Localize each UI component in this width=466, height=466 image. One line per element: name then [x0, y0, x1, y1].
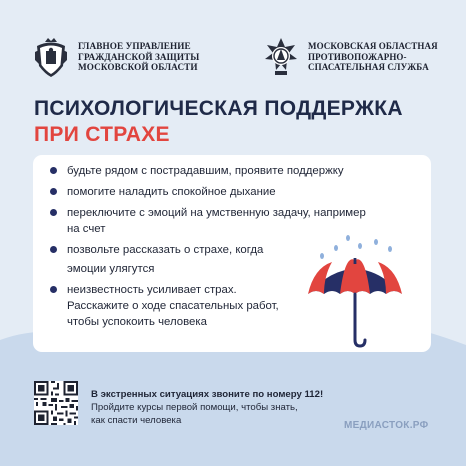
right-org-line1: МОСКОВСКАЯ ОБЛАСТНАЯ: [308, 41, 438, 52]
umbrella-rain-icon: [300, 232, 410, 352]
tip-line: переключите с эмоций на умственную задачу, например: [67, 207, 366, 219]
tip-line: чтобы успокоить человека: [67, 316, 207, 328]
title-line2: ПРИ СТРАХЕ: [34, 123, 170, 146]
tip-line: будьте рядом с пострадавшим, проявите поддержку: [67, 165, 344, 177]
title-line1: ПСИХОЛОГИЧЕСКАЯ ПОДДЕРЖКА: [34, 97, 403, 120]
page-title: [34, 96, 403, 148]
brand-link[interactable]: МЕДИАСТОК.РФ: [344, 420, 429, 431]
bullet-dot: [50, 286, 57, 293]
tip-line: на счет: [67, 223, 106, 235]
courses-line1: Пройдите курсы первой помощи, чтобы знать,: [91, 402, 298, 413]
coat-of-arms-icon: [32, 36, 70, 78]
tip-line: Расскажите о ходе спасательных работ,: [67, 300, 279, 312]
left-org-line3: МОСКОВСКОЙ ОБЛАСТИ: [78, 62, 198, 73]
footer-text: [91, 388, 323, 427]
tip-line: неизвестность усиливает страх.: [67, 284, 237, 296]
emergency-call-text: В экстренных ситуациях звоните по номеру 112!: [91, 389, 324, 400]
right-organization: [262, 36, 438, 78]
left-org-line1: ГЛАВНОЕ УПРАВЛЕНИЕ: [78, 40, 191, 51]
bullet-dot: [50, 246, 57, 253]
right-org-line2: ПРОТИВОПОЖАРНО-: [308, 51, 407, 62]
tip-line: помогите наладить спокойное дыхание: [67, 186, 276, 198]
left-org-line2: ГРАЖДАНСКОЙ ЗАЩИТЫ: [78, 51, 200, 62]
bullet-dot: [50, 167, 57, 174]
tip-item: [67, 163, 367, 179]
qr-code-icon: [34, 381, 78, 425]
tip-line: эмоции улягутся: [67, 263, 155, 275]
bullet-dot: [50, 188, 57, 195]
header: [0, 0, 466, 90]
right-org-line3: СПАСАТЕЛЬНАЯ СЛУЖБА: [308, 62, 429, 73]
tip-item: [67, 184, 367, 200]
courses-line2: как спасти человека: [91, 415, 182, 426]
fire-rescue-emblem-icon: [262, 36, 300, 78]
bullet-dot: [50, 209, 57, 216]
left-organization: [32, 36, 199, 78]
tip-line: позвольте рассказать о страхе, когда: [67, 244, 264, 256]
